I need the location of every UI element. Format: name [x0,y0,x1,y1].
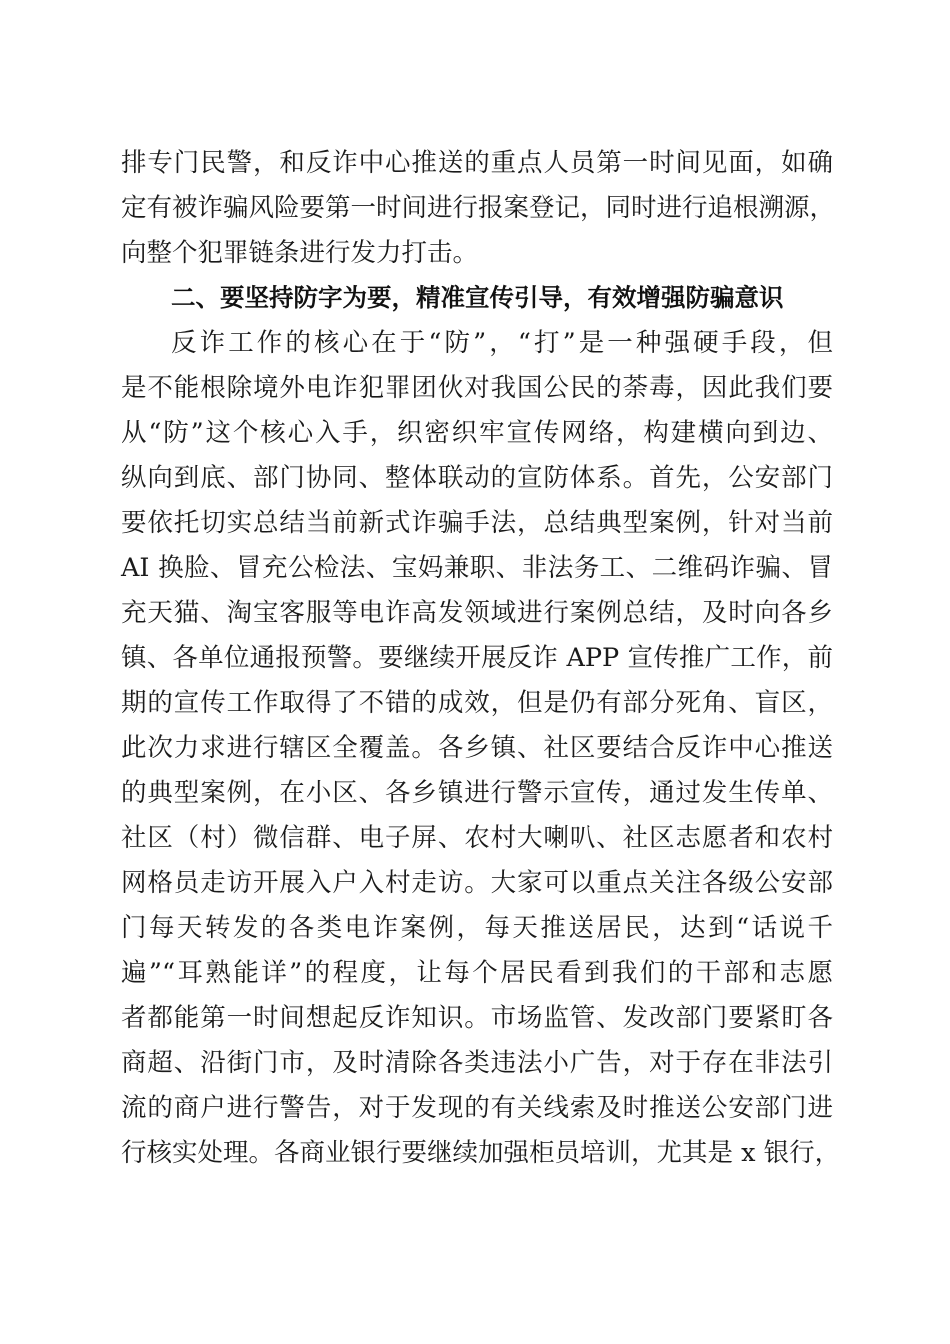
body-text-line: 者都能第一时间想起反诈知识。市场监管、发改部门要紧盯各 [121,1003,833,1033]
body-text-line: 排专门民警，和反诈中心推送的重点人员第一时间见面，如确 [121,148,833,178]
body-text-line: 行核实处理。各商业银行要继续加强柜员培训，尤其是 x 银行， [121,1138,841,1168]
body-text-line: 期的宣传工作取得了不错的成效，但是仍有部分死角、盲区， [121,688,833,718]
body-text-line: 社区（村）微信群、电子屏、农村大喇叭、社区志愿者和农村 [121,823,833,853]
section-heading: 二、要坚持防字为要，精准宣传引导，有效增强防骗意识 [171,283,784,312]
body-text-line: 镇、各单位通报预警。要继续开展反诈 APP 宣传推广工作，前 [121,643,833,673]
body-text-line: 此次力求进行辖区全覆盖。各乡镇、社区要结合反诈中心推送 [121,733,833,763]
body-text-line: 商超、沿街门市，及时清除各类违法小广告，对于存在非法引 [121,1048,833,1078]
body-text-line: 反诈工作的核心在于“防”，“打”是一种强硬手段，但 [171,328,833,358]
body-text-line: AI 换脸、冒充公检法、宝妈兼职、非法务工、二维码诈骗、冒 [121,553,833,583]
body-text-line: 流的商户进行警告，对于发现的有关线索及时推送公安部门进 [121,1093,833,1123]
body-text-line: 充天猫、淘宝客服等电诈高发领域进行案例总结，及时向各乡 [121,598,833,628]
body-text-line: 的典型案例，在小区、各乡镇进行警示宣传，通过发生传单、 [121,778,833,808]
body-text-line: 纵向到底、部门协同、整体联动的宣防体系。首先，公安部门 [121,463,833,493]
body-text-line: 向整个犯罪链条进行发力打击。 [121,238,479,268]
body-text-line: 遍”“耳熟能详”的程度，让每个居民看到我们的干部和志愿 [121,958,833,988]
body-text-line: 网格员走访开展入户入村走访。大家可以重点关注各级公安部 [121,868,833,898]
body-text-line: 门每天转发的各类电诈案例，每天推送居民，达到“话说千 [121,913,833,943]
body-text-line: 从“防”这个核心入手，织密织牢宣传网络，构建横向到边、 [121,418,833,448]
body-text-line: 是不能根除境外电诈犯罪团伙对我国公民的荼毒，因此我们要 [121,373,833,403]
body-text-line: 要依托切实总结当前新式诈骗手法，总结典型案例，针对当前 [121,508,833,538]
body-text-line: 定有被诈骗风险要第一时间进行报案登记，同时进行追根溯源， [121,193,836,223]
